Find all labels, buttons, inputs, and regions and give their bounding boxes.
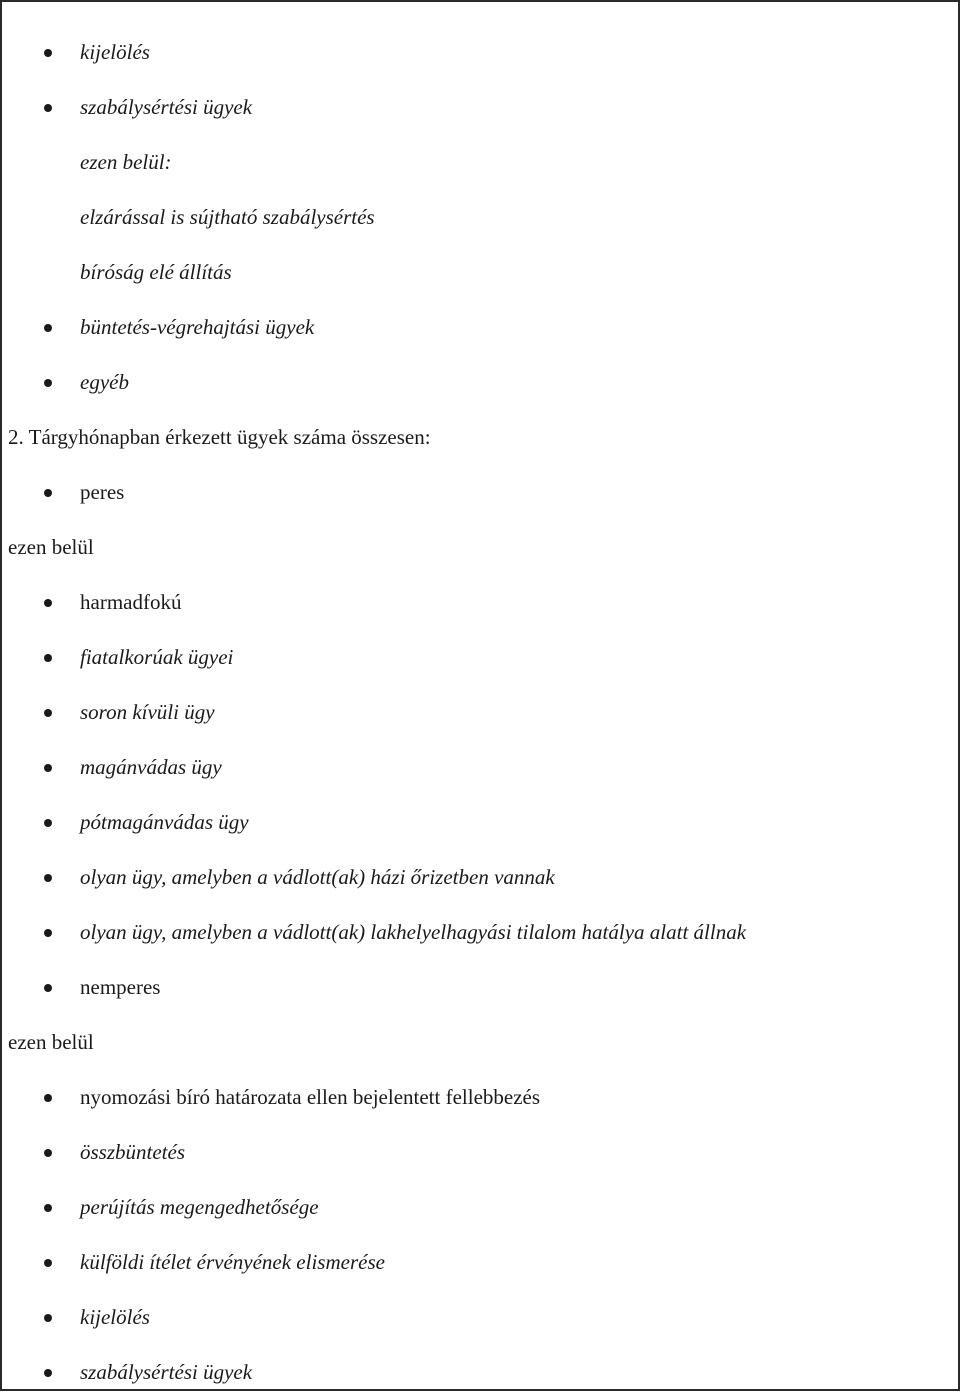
text-line [2, 245, 958, 300]
line-text: szabálysértési ügyek [80, 1360, 253, 1384]
list-item [2, 1235, 958, 1290]
line-text: peres [80, 480, 125, 504]
list-item [2, 575, 958, 630]
text-line [2, 410, 958, 465]
bullet-icon [44, 324, 52, 332]
line-text: 2. Tárgyhónapban érkezett ügyek száma összesen: [8, 425, 431, 449]
line-text: büntetés-végrehajtási ügyek [80, 315, 315, 339]
text-line [2, 135, 958, 190]
line-text: nemperes [80, 975, 161, 999]
bullet-icon [44, 104, 52, 112]
line-text: soron kívüli ügy [80, 700, 215, 724]
bullet-icon [44, 819, 52, 827]
line-text: elzárással is sújtható szabálysértés [80, 205, 375, 229]
line-text: ezen belül [8, 535, 94, 559]
list-item [2, 300, 958, 355]
line-text: nyomozási bíró határozata ellen bejelentett fellebbezés [80, 1085, 541, 1109]
line-text: külföldi ítélet érvényének elismerése [80, 1250, 385, 1274]
line-text: kijelölés [80, 40, 150, 64]
list-item [2, 1345, 958, 1400]
line-text: bíróság elé állítás [80, 260, 232, 284]
bullet-icon [44, 49, 52, 57]
bullet-icon [44, 1204, 52, 1212]
list-item [2, 740, 958, 795]
bullet-icon [44, 654, 52, 662]
list-item [2, 1290, 958, 1345]
bullet-icon [44, 709, 52, 717]
bullet-icon [44, 1149, 52, 1157]
line-text: összbüntetés [80, 1140, 185, 1164]
line-text: olyan ügy, amelyben a vádlott(ak) házi őrizetben vannak [80, 865, 555, 889]
bullet-icon [44, 764, 52, 772]
bullet-icon [44, 489, 52, 497]
line-text: kijelölés [80, 1305, 150, 1329]
bullet-icon [44, 1369, 52, 1377]
list-item [2, 1180, 958, 1235]
line-text: szabálysértési ügyek [80, 95, 253, 119]
document-body [2, 25, 958, 1400]
bullet-icon [44, 1259, 52, 1267]
line-text: magánvádas ügy [80, 755, 222, 779]
bullet-icon [44, 1094, 52, 1102]
list-item [2, 1070, 958, 1125]
line-text: fiatalkorúak ügyei [80, 645, 234, 669]
list-item [2, 905, 958, 960]
line-text: perújítás megengedhetősége [80, 1195, 319, 1219]
line-text: olyan ügy, amelyben a vádlott(ak) lakhelyelhagyási tilalom hatálya alatt állnak [80, 920, 747, 944]
bullet-icon [44, 599, 52, 607]
text-line [2, 190, 958, 245]
bullet-icon [44, 984, 52, 992]
line-text: harmadfokú [80, 590, 182, 614]
list-item [2, 465, 958, 520]
list-item [2, 795, 958, 850]
list-item [2, 80, 958, 135]
line-text: pótmagánvádas ügy [80, 810, 249, 834]
list-item [2, 685, 958, 740]
line-text: ezen belül: [80, 150, 172, 174]
bullet-icon [44, 1314, 52, 1322]
list-item [2, 850, 958, 905]
line-text: ezen belül [8, 1030, 94, 1054]
bullet-icon [44, 929, 52, 937]
list-item [2, 1125, 958, 1180]
bullet-icon [44, 379, 52, 387]
text-line [2, 1015, 958, 1070]
list-item [2, 25, 958, 80]
list-item [2, 960, 958, 1015]
bullet-icon [44, 874, 52, 882]
list-item [2, 355, 958, 410]
text-line [2, 520, 958, 575]
line-text: egyéb [80, 370, 129, 394]
list-item [2, 630, 958, 685]
